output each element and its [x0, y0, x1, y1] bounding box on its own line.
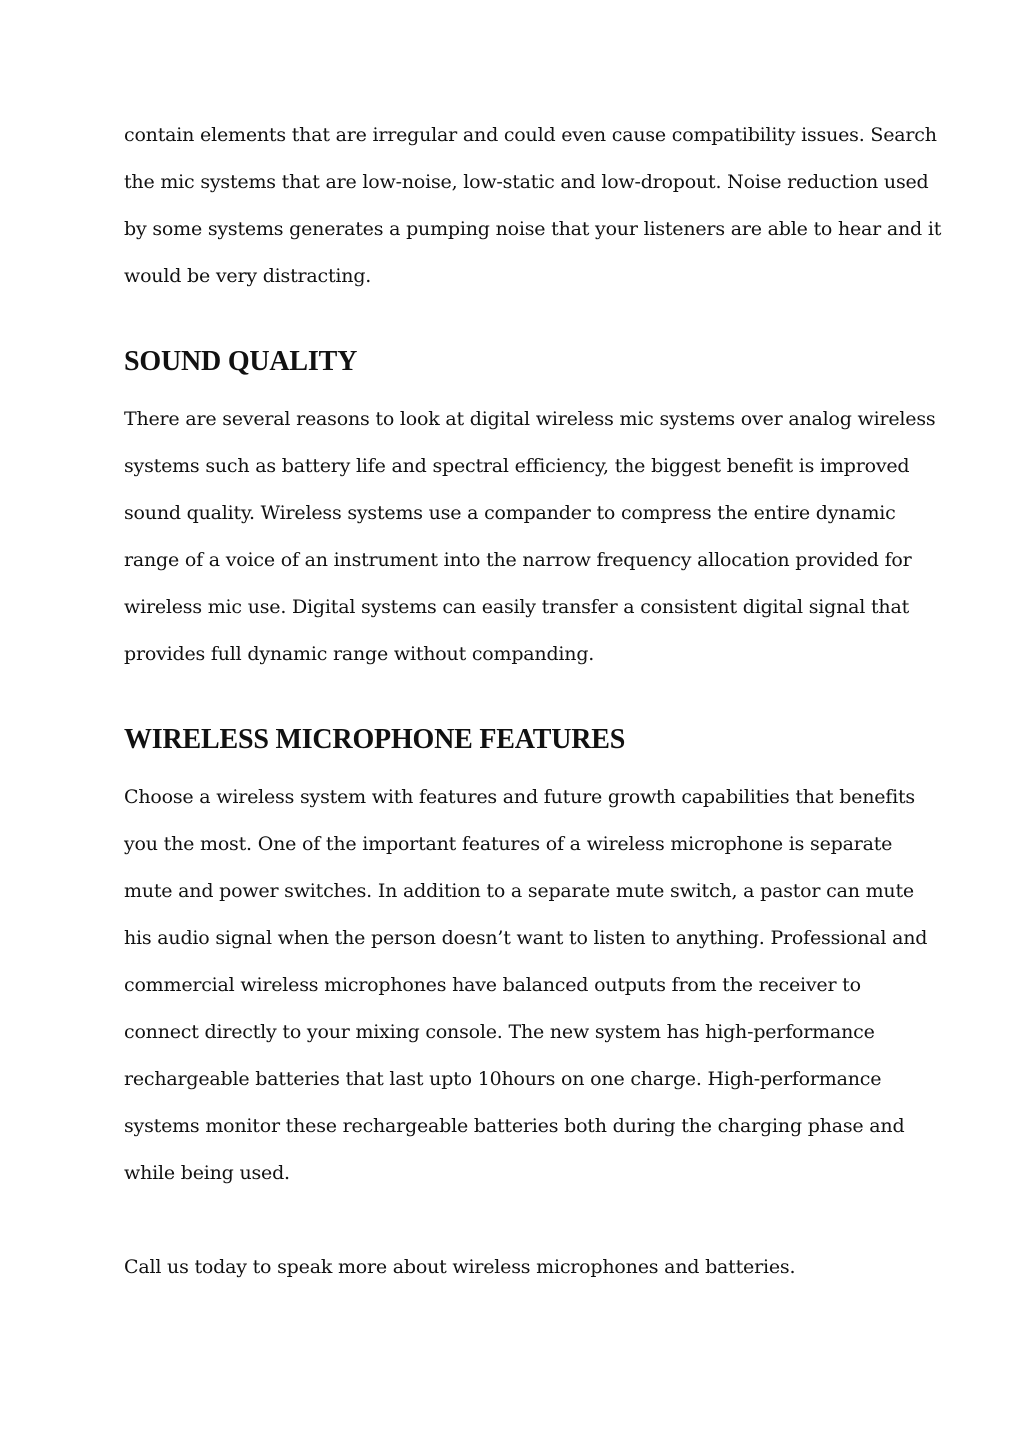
paragraph-line: connect directly to your mixing console. The new system has high-performance: [124, 1021, 875, 1043]
closing-paragraph: Call us today to speak more about wireless microphones and batteries.: [124, 1256, 796, 1278]
features-paragraph: [124, 774, 928, 1197]
paragraph-line: mute and power switches. In addition to a separate mute switch, a pastor can mute: [124, 880, 914, 902]
document-body: [124, 112, 942, 1291]
paragraph-line: would be very distracting.: [124, 265, 372, 287]
paragraph-line: contain elements that are irregular and could even cause compatibility issues. Search: [124, 124, 937, 146]
paragraph-line: commercial wireless microphones have balanced outputs from the receiver to: [124, 974, 861, 996]
paragraph-line: sound quality. Wireless systems use a compander to compress the entire dynamic: [124, 502, 896, 524]
paragraph-line: while being used.: [124, 1162, 290, 1184]
paragraph-line: you the most. One of the important features of a wireless microphone is separate: [124, 833, 893, 855]
paragraph-line: Choose a wireless system with features and future growth capabilities that benefits: [124, 786, 915, 808]
paragraph-line: systems monitor these rechargeable batteries both during the charging phase and: [124, 1115, 905, 1137]
paragraph-line: systems such as battery life and spectral efficiency, the biggest benefit is improved: [124, 455, 910, 477]
paragraph-line: by some systems generates a pumping noise that your listeners are able to hear and it: [124, 218, 942, 240]
paragraph-line: range of a voice of an instrument into the narrow frequency allocation provided for: [124, 549, 912, 571]
paragraph-line: There are several reasons to look at digital wireless mic systems over analog wireless: [124, 408, 936, 430]
paragraph-line: provides full dynamic range without companding.: [124, 643, 595, 665]
sound-quality-paragraph: [124, 396, 936, 678]
section-heading-sound-quality: SOUND QUALITY: [124, 346, 358, 377]
section-heading-wireless-microphone-features: WIRELESS MICROPHONE FEATURES: [124, 724, 626, 755]
paragraph-line: wireless mic use. Digital systems can easily transfer a consistent digital signal that: [124, 596, 910, 618]
paragraph-line: the mic systems that are low-noise, low-static and low-dropout. Noise reduction used: [124, 171, 929, 193]
paragraph-line: rechargeable batteries that last upto 10hours on one charge. High-performance: [124, 1068, 882, 1090]
paragraph-line: his audio signal when the person doesn’t want to listen to anything. Professional and: [124, 927, 928, 949]
intro-paragraph: [124, 112, 942, 300]
